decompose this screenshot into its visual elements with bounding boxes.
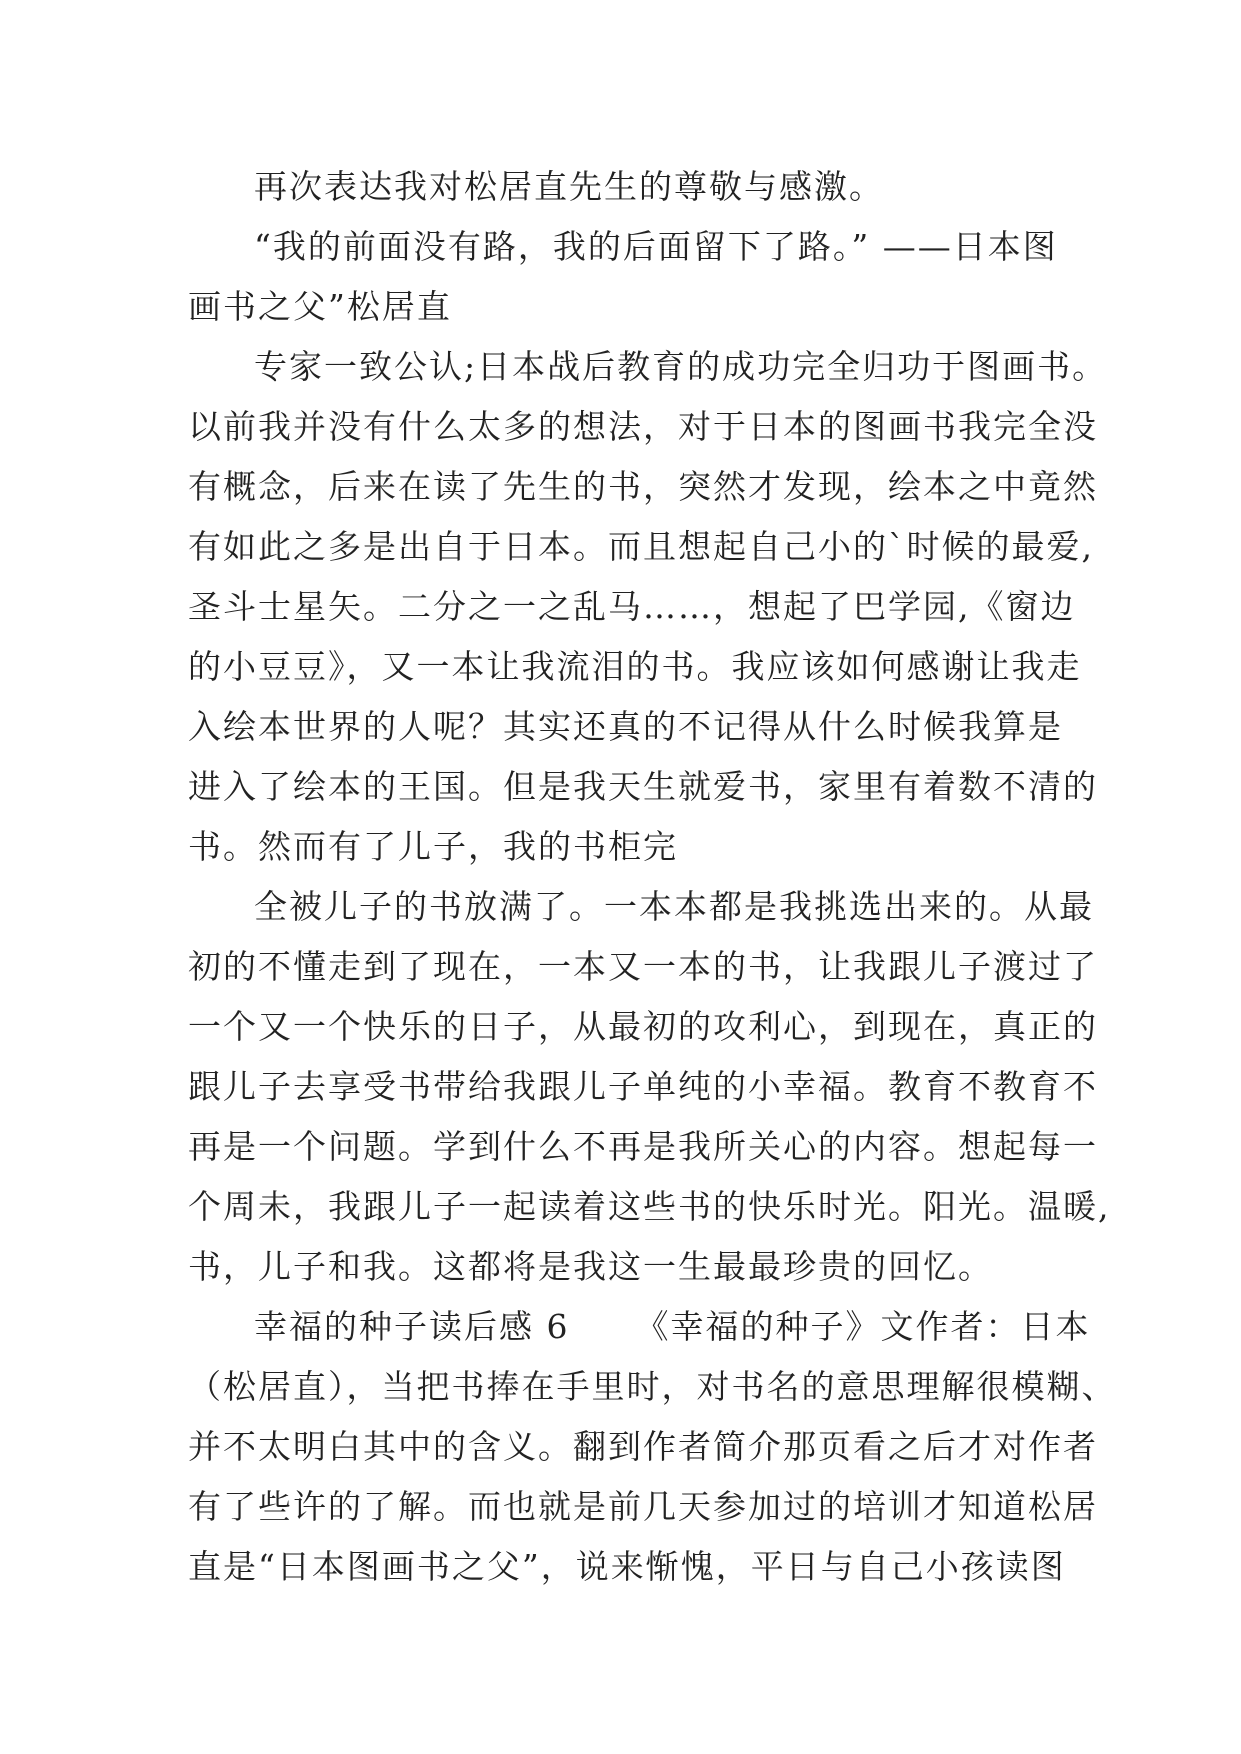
quote-line: “我的前面没有路，我的后面留下了路。” ——日本图: [254, 227, 1058, 266]
paragraph-line: 全被儿子的书放满了。一本本都是我挑选出来的。从最: [254, 887, 1094, 926]
paragraph-line: 有概念，后来在读了先生的书，突然才发现，绘本之中竟然: [188, 467, 1098, 506]
paragraph-line: 圣斗士星矢。二分之一之乱马……，想起了巴学园,《窗边: [188, 587, 1076, 626]
paragraph-line: 跟儿子去享受书带给我跟儿子单纯的小幸福。教育不教育不: [188, 1067, 1098, 1106]
paragraph-line: 入绘本世界的人呢？其实还真的不记得从什么时候我算是: [188, 707, 1063, 746]
paragraph-line: 再是一个问题。学到什么不再是我所关心的内容。想起每一: [188, 1127, 1098, 1166]
paragraph-line: 书。然而有了儿子，我的书柜完: [188, 827, 678, 866]
paragraph-line: 直是“日本图画书之父”，说来惭愧，平日与自己小孩读图: [188, 1547, 1066, 1586]
paragraph-line: 的小豆豆》，又一本让我流泪的书。我应该如何感谢让我走: [188, 647, 1082, 686]
paragraph-line: （松居直），当把书捧在手里时，对书名的意思理解很模糊、: [188, 1367, 1117, 1406]
paragraph-line: 一个又一个快乐的日子，从最初的攻利心，到现在，真正的: [188, 1007, 1098, 1046]
paragraph-line: 以前我并没有什么太多的想法，对于日本的图画书我完全没: [188, 407, 1098, 446]
paragraph-line: 个周未，我跟儿子一起读着这些书的快乐时光。阳光。温暖,: [188, 1187, 1111, 1226]
section-heading-line: 幸福的种子读后感 6 《幸福的种子》文作者：日本: [254, 1307, 1091, 1346]
paragraph-line: 进入了绘本的王国。但是我天生就爱书，家里有着数不清的: [188, 767, 1098, 806]
paragraph-line: 并不太明白其中的含义。翻到作者简介那页看之后才对作者: [188, 1427, 1098, 1466]
paragraph-line: 再次表达我对松居直先生的尊敬与感激。: [254, 167, 884, 206]
document-body: [188, 157, 1117, 1597]
paragraph-line: 初的不懂走到了现在，一本又一本的书，让我跟儿子渡过了: [188, 947, 1098, 986]
paragraph-line: 专家一致公认;日本战后教育的成功完全归功于图画书。: [254, 347, 1108, 386]
paragraph-line: 书，儿子和我。这都将是我这一生最最珍贵的回忆。: [188, 1247, 993, 1286]
quote-line: 画书之父”松居直: [188, 287, 452, 326]
paragraph-line: 有了些许的了解。而也就是前几天参加过的培训才知道松居: [188, 1487, 1098, 1526]
paragraph-line: 有如此之多是出自于日本。而且想起自己小的`时候的最爱,: [188, 527, 1094, 566]
